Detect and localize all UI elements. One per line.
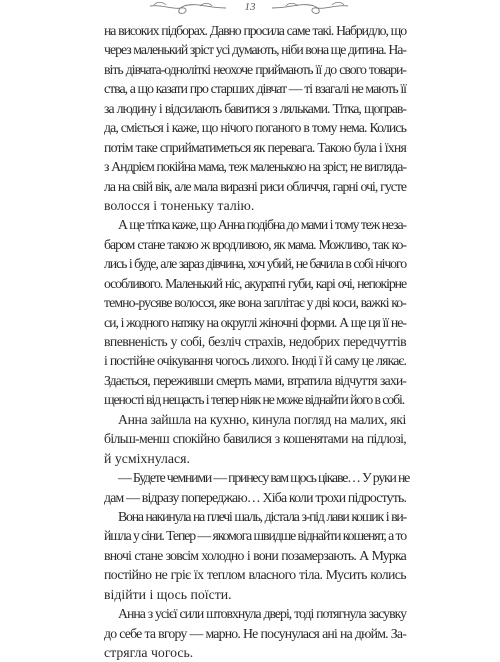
text-line: йшла у сіни. Тепер — якомога швидше віднайти кошенят, а то [104,528,407,544]
text-line: ла на свій вік, але мала виразні риси обличчя, гарні очі, густе [104,178,406,194]
text-line: потім таке сприйматиметься як перевага. Такою була і їхня [104,139,406,155]
text-line: віть дівчата-одноліткі неохоче приймають її до свого товари- [104,61,406,77]
text-line: і постійне очікування чогось лихого. Іноді ї й саму це лякає. [104,353,406,369]
text-line: відійти і щось поїсти. [104,586,232,602]
text-line: Здається, переживши смерть мами, втратила відчуття захи- [104,372,406,388]
text-line: щеності від нещасть і тепер ніяк не може віднайти його в собі. [104,392,405,408]
text-line: — Будете чемними — принесу вам щось цікаве… У руки не [118,470,410,486]
text-line: волосся і тоненьку талію. [104,197,255,213]
text-line: впевненість у собі, безліч страхів, недобрих передчуттів [104,334,406,349]
text-line: темно-русяве волосся, яке вона заплітає у дві коси, важкі ко- [104,295,406,311]
text-line: вночі стане зовсім холодно і вони позамерзають. А Мурка [104,547,406,563]
text-line: стрягла чогось. [104,645,194,660]
text-line: з Андрієм покійна мама, теж маленькою на зріст, не вигляда- [104,159,406,175]
text-line: да, сміється і каже, що нічого поганого в тому нема. Колись [104,120,406,136]
text-line: й усміхнулася. [104,450,190,466]
right-flourish-ornament [272,0,350,18]
text-line: більш-менш спокійно бавилися з кошенятами на підлозі, [104,431,406,447]
text-line: особливого. Маленький ніс, акуратні губи, карі очі, непокірне [104,275,406,291]
text-line: дам — відразу попереджаю… Хіба коли трохи підростуть. [104,489,407,505]
page-header [0,0,500,22]
text-line: через маленький зріст усі думають, ніби вона ще дитина. На- [104,42,406,58]
text-line: си, і жодного натяку на округлі жіночні форми. А ще ця її не- [104,314,406,330]
page-number: 13 [244,1,256,13]
text-line: ства, а що казати про старших дівчат — ті взагалі не мають її [104,81,406,97]
text-line: лись і буде, але зараз дівчина, хоч убий, не бачила в собі нічого [104,256,406,272]
text-line: Анна з усієї сили штовхнула двері, тоді потягнула засувку [118,606,406,622]
text-line: на високих підборах. Давно просила саме такі. Набридло, що [104,23,406,38]
text-line: А ще тітка каже, що Анна подібна до мами і тому теж неза- [118,217,406,233]
text-line: до себе та вгору — марно. Не посунулася ані на дюйм. За- [104,625,406,641]
body-text [104,21,410,662]
text-line: Вона накинула на плечі шаль, дістала з-під лави кошик і ви- [118,508,406,524]
text-line: за людину і відсилають бавитися з ляльками. Тітка, щоправ- [104,100,406,116]
text-line: Анна зайшла на кухню, кинула погляд на малих, які [118,411,406,427]
text-line: постійно не гріє їх теплом власного тіла. Мусить колись [104,567,406,583]
text-line: баром стане такою ж вродливою, як мама. Можливо, так ко- [104,236,406,252]
